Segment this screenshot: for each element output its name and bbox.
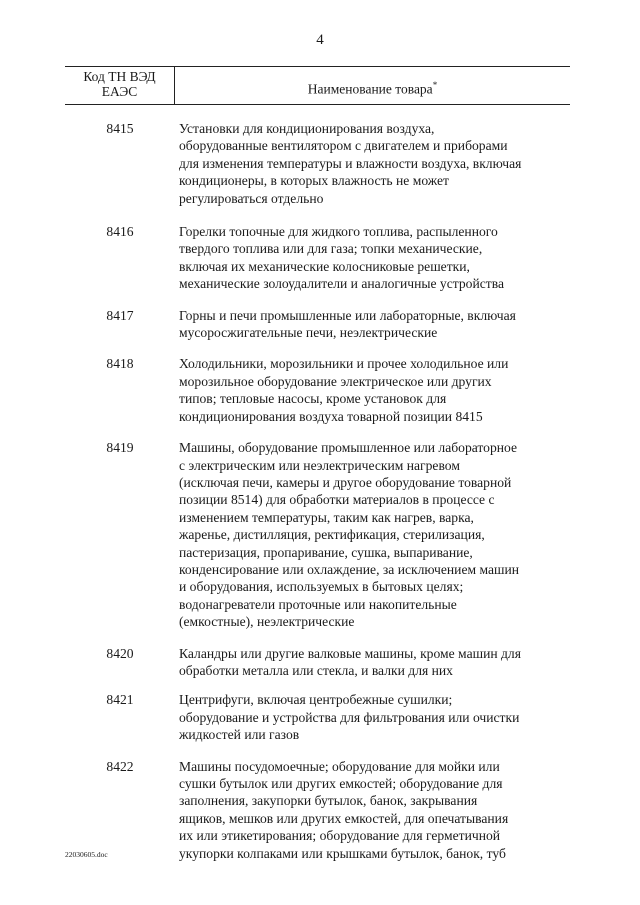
description-line: Машины, оборудование промышленное или лабораторное (179, 440, 518, 456)
name-column-header (175, 67, 570, 104)
description-line: водонагреватели проточные или накопительные (179, 596, 457, 612)
hs-code: 8420 (106, 645, 134, 661)
description-line: (исключая печи, камеры и другое оборудование товарной (179, 474, 512, 490)
description-line: жаренье, дистилляция, ректификация, стерилизация, (179, 527, 485, 543)
description-line: обработки металла или стекла, и валки для них (179, 662, 453, 678)
goods-description (175, 645, 570, 680)
description-line: твердого топлива или для газа; топки механические, (179, 241, 483, 257)
description-line: Горелки топочные для жидкого топлива, распыленного (179, 224, 498, 240)
code-header-line2: ЕАЭС (101, 84, 138, 99)
description-line: заполнения, закупорки бутылок, банок, закрывания (179, 793, 478, 809)
description-line: жидкостей или газов (179, 727, 300, 743)
name-header-text: Наименование товара (307, 81, 433, 97)
description-line: Каландры или другие валковые машины, кроме машин для (179, 645, 521, 661)
goods-description (175, 307, 570, 342)
description-line: Холодильники, морозильники и прочее холодильное или (179, 356, 509, 372)
footnote-mark: * (432, 80, 438, 90)
description-line: Установки для кондиционирования воздуха, (179, 121, 435, 136)
description-line: изменением температуры, таким как нагрев, варка, (179, 509, 474, 525)
description-line: для изменения температуры и влажности воздуха, включая (179, 155, 522, 171)
description-line: типов; тепловые насосы, кроме установок для (179, 391, 447, 407)
hs-code: 8417 (106, 307, 134, 323)
goods-description (175, 691, 570, 743)
description-line: с электрическим или неэлектрическим нагревом (179, 457, 460, 473)
goods-description (175, 758, 570, 862)
description-line: пастеризация, пропаривание, сушка, выпаривание, (179, 544, 473, 560)
hs-code: 8421 (106, 692, 134, 708)
description-line: оборудованные вентилятором с двигателем и приборами (179, 138, 508, 154)
table-row (65, 120, 570, 207)
description-line: механические золоудалители и аналогичные устройства (179, 276, 504, 292)
description-line: ящиков, мешков или других емкостей, для опечатывания (179, 810, 509, 826)
description-line: кондиционирования воздуха товарной позиции 8415 (179, 408, 483, 424)
table-row (65, 223, 570, 293)
goods-description (175, 439, 570, 630)
code-header-line1: Код ТН ВЭД (83, 69, 156, 84)
description-line: мусоросжигательные печи, неэлектрические (179, 325, 438, 341)
description-line: укупорки колпаками или крышками бутылок, банок, туб (179, 845, 506, 861)
hs-code: 8415 (106, 121, 134, 136)
hs-code: 8422 (106, 758, 134, 774)
goods-table (65, 66, 570, 862)
description-line: (емкостные), неэлектрические (179, 614, 355, 630)
description-line: позиции 8514) для обработки материалов в процессе с (179, 492, 495, 508)
table-row (65, 691, 570, 743)
description-line: морозильное оборудование электрическое или других (179, 373, 492, 389)
table-body (65, 120, 570, 862)
hs-code: 8416 (106, 224, 134, 240)
description-line: оборудование и устройства для фильтрования или очистки (179, 709, 520, 725)
description-line: кондиционеры, в которых влажность не может (179, 173, 449, 189)
description-line: Горны и печи промышленные или лабораторные, включая (179, 307, 516, 323)
file-name-footer: 22030605.doc (65, 850, 108, 859)
description-line: их или этикетирования; оборудование для герметичной (179, 828, 501, 844)
table-row (65, 758, 570, 862)
table-row (65, 307, 570, 342)
description-line: Центрифуги, включая центробежные сушилки; (179, 692, 453, 708)
hs-code: 8419 (106, 440, 134, 456)
description-line: сушки бутылок или других емкостей; оборудование для (179, 776, 503, 791)
hs-code: 8418 (106, 356, 134, 372)
goods-description (175, 223, 570, 293)
description-line: конденсирование или охлаждение, за исключением машин (179, 561, 520, 577)
description-line: Машины посудомоечные; оборудование для мойки или (179, 758, 500, 774)
table-header (65, 66, 570, 105)
description-line: регулироваться отдельно (179, 190, 324, 206)
description-line: и оборудования, используемых в бытовых целях; (179, 579, 464, 595)
goods-description (175, 120, 570, 207)
table-row (65, 645, 570, 680)
goods-description (175, 355, 570, 425)
table-row (65, 355, 570, 425)
description-line: включая их механические колосниковые решетки, (179, 258, 470, 274)
table-row (65, 439, 570, 630)
page-number: 4 (316, 32, 324, 48)
code-column-header (65, 67, 175, 104)
